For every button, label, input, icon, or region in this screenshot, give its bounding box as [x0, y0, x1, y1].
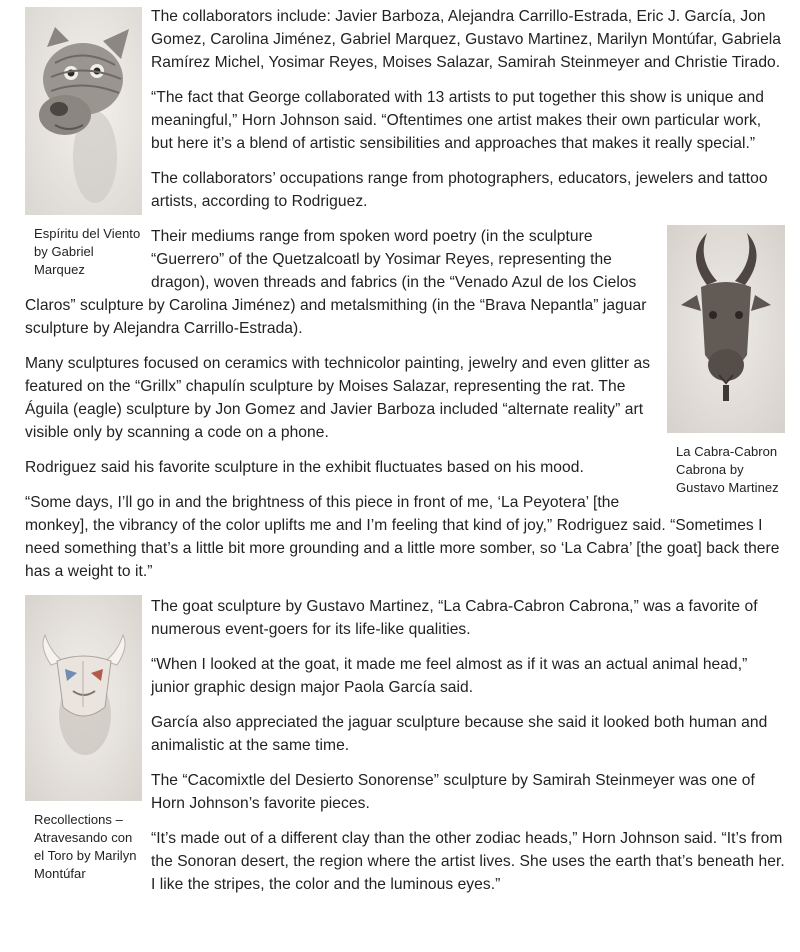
- figure-caption: Espíritu del Viento by Gabriel Marquez: [34, 226, 141, 277]
- paragraph: The collaborators include: Javier Barboza, Alejandra Carrillo-Estrada, Eric J. García, Jon Gomez, Carolina Jiménez, Gabriel Marquez, Gustavo Martinez, Marilyn Montúfar, Gabriela Ramírez Michel, Yosimar Reyes, Moises Salazar, Samirah Steinmeyer and Christie Tirado.: [151, 8, 782, 71]
- paragraph: The collaborators’ occupations range from photographers, educators, jewelers and tattoo artists, according to Rodriguez.: [151, 170, 768, 210]
- sculpture-photo-bull: [25, 595, 142, 801]
- sculpture-photo-dog: [25, 7, 142, 215]
- paragraph: García also appreciated the jaguar sculpture because she said it looked both human and animalistic at the same time.: [151, 714, 768, 754]
- figure-la-cabra: [667, 225, 785, 497]
- paragraph: “Some days, I’ll go in and the brightness of this piece in front of me, ‘La Peyotera’ [the monkey], the vibrancy of the color uplifts me and I’m feeling that kind of joy,” Rodriguez said. “Sometimes I need something that’s a little bit more grounding and a little more somber, so ‘La Cabra’ [the goat] back there has a weight to it.”: [25, 494, 780, 580]
- article-body: [25, 5, 785, 908]
- figure-recollections: [25, 595, 142, 883]
- figure-espiritu-del-viento: [25, 7, 142, 279]
- paragraph: “The fact that George collaborated with 13 artists to put together this show is unique and meaningful,” Horn Johnson said. “Oftentimes one artist makes their own particular work, but here it’s a blend of artistic sensibilities and approaches that makes it really special.”: [151, 89, 765, 152]
- paragraph: “When I looked at the goat, it made me feel almost as if it was an actual animal head,” junior graphic design major Paola García said.: [151, 656, 748, 696]
- sculpture-photo-goat: [667, 225, 785, 433]
- paragraph: The “Cacomixtle del Desierto Sonorense” sculpture by Samirah Steinmeyer was one of Horn Johnson’s favorite pieces.: [151, 772, 755, 812]
- paragraph: The goat sculpture by Gustavo Martinez, “La Cabra-Cabron Cabrona,” was a favorite of numerous event-goers for its life-like qualities.: [151, 598, 758, 638]
- paragraph: Their mediums range from spoken word poetry (in the sculpture “Guerrero” of the Quetzalcoatl by Yosimar Reyes, representing the dragon), woven threads and fabrics (in the “Venado Azul de los Cielos Claros” sculpture by Carolina Jiménez) and metalsmithing (in the “Brava Nepantla” jaguar sculpture by Alejandra Carrillo-Estrada).: [25, 228, 647, 337]
- paragraph: Many sculptures focused on ceramics with technicolor painting, jewelry and even glitter as featured on the “Grillx” chapulín sculpture by Moises Salazar, representing the rat. The Águila (eagle) sculpture by Jon Gomez and Javier Barboza included “alternate reality” art visible only by scanning a code on a phone.: [25, 355, 651, 441]
- figure-caption: Recollections – Atravesando con el Toro by Marilyn Montúfar: [34, 812, 137, 881]
- figure-caption: La Cabra-Cabron Cabrona by Gustavo Martinez: [676, 444, 779, 495]
- paragraph: Rodriguez said his favorite sculpture in the exhibit fluctuates based on his mood.: [25, 459, 584, 476]
- paragraph: “It’s made out of a different clay than the other zodiac heads,” Horn Johnson said. “It’s from the Sonoran desert, the region where the artist lives. She uses the earth that’s beneath her. I like the stripes, the color and the luminous eyes.”: [151, 830, 785, 893]
